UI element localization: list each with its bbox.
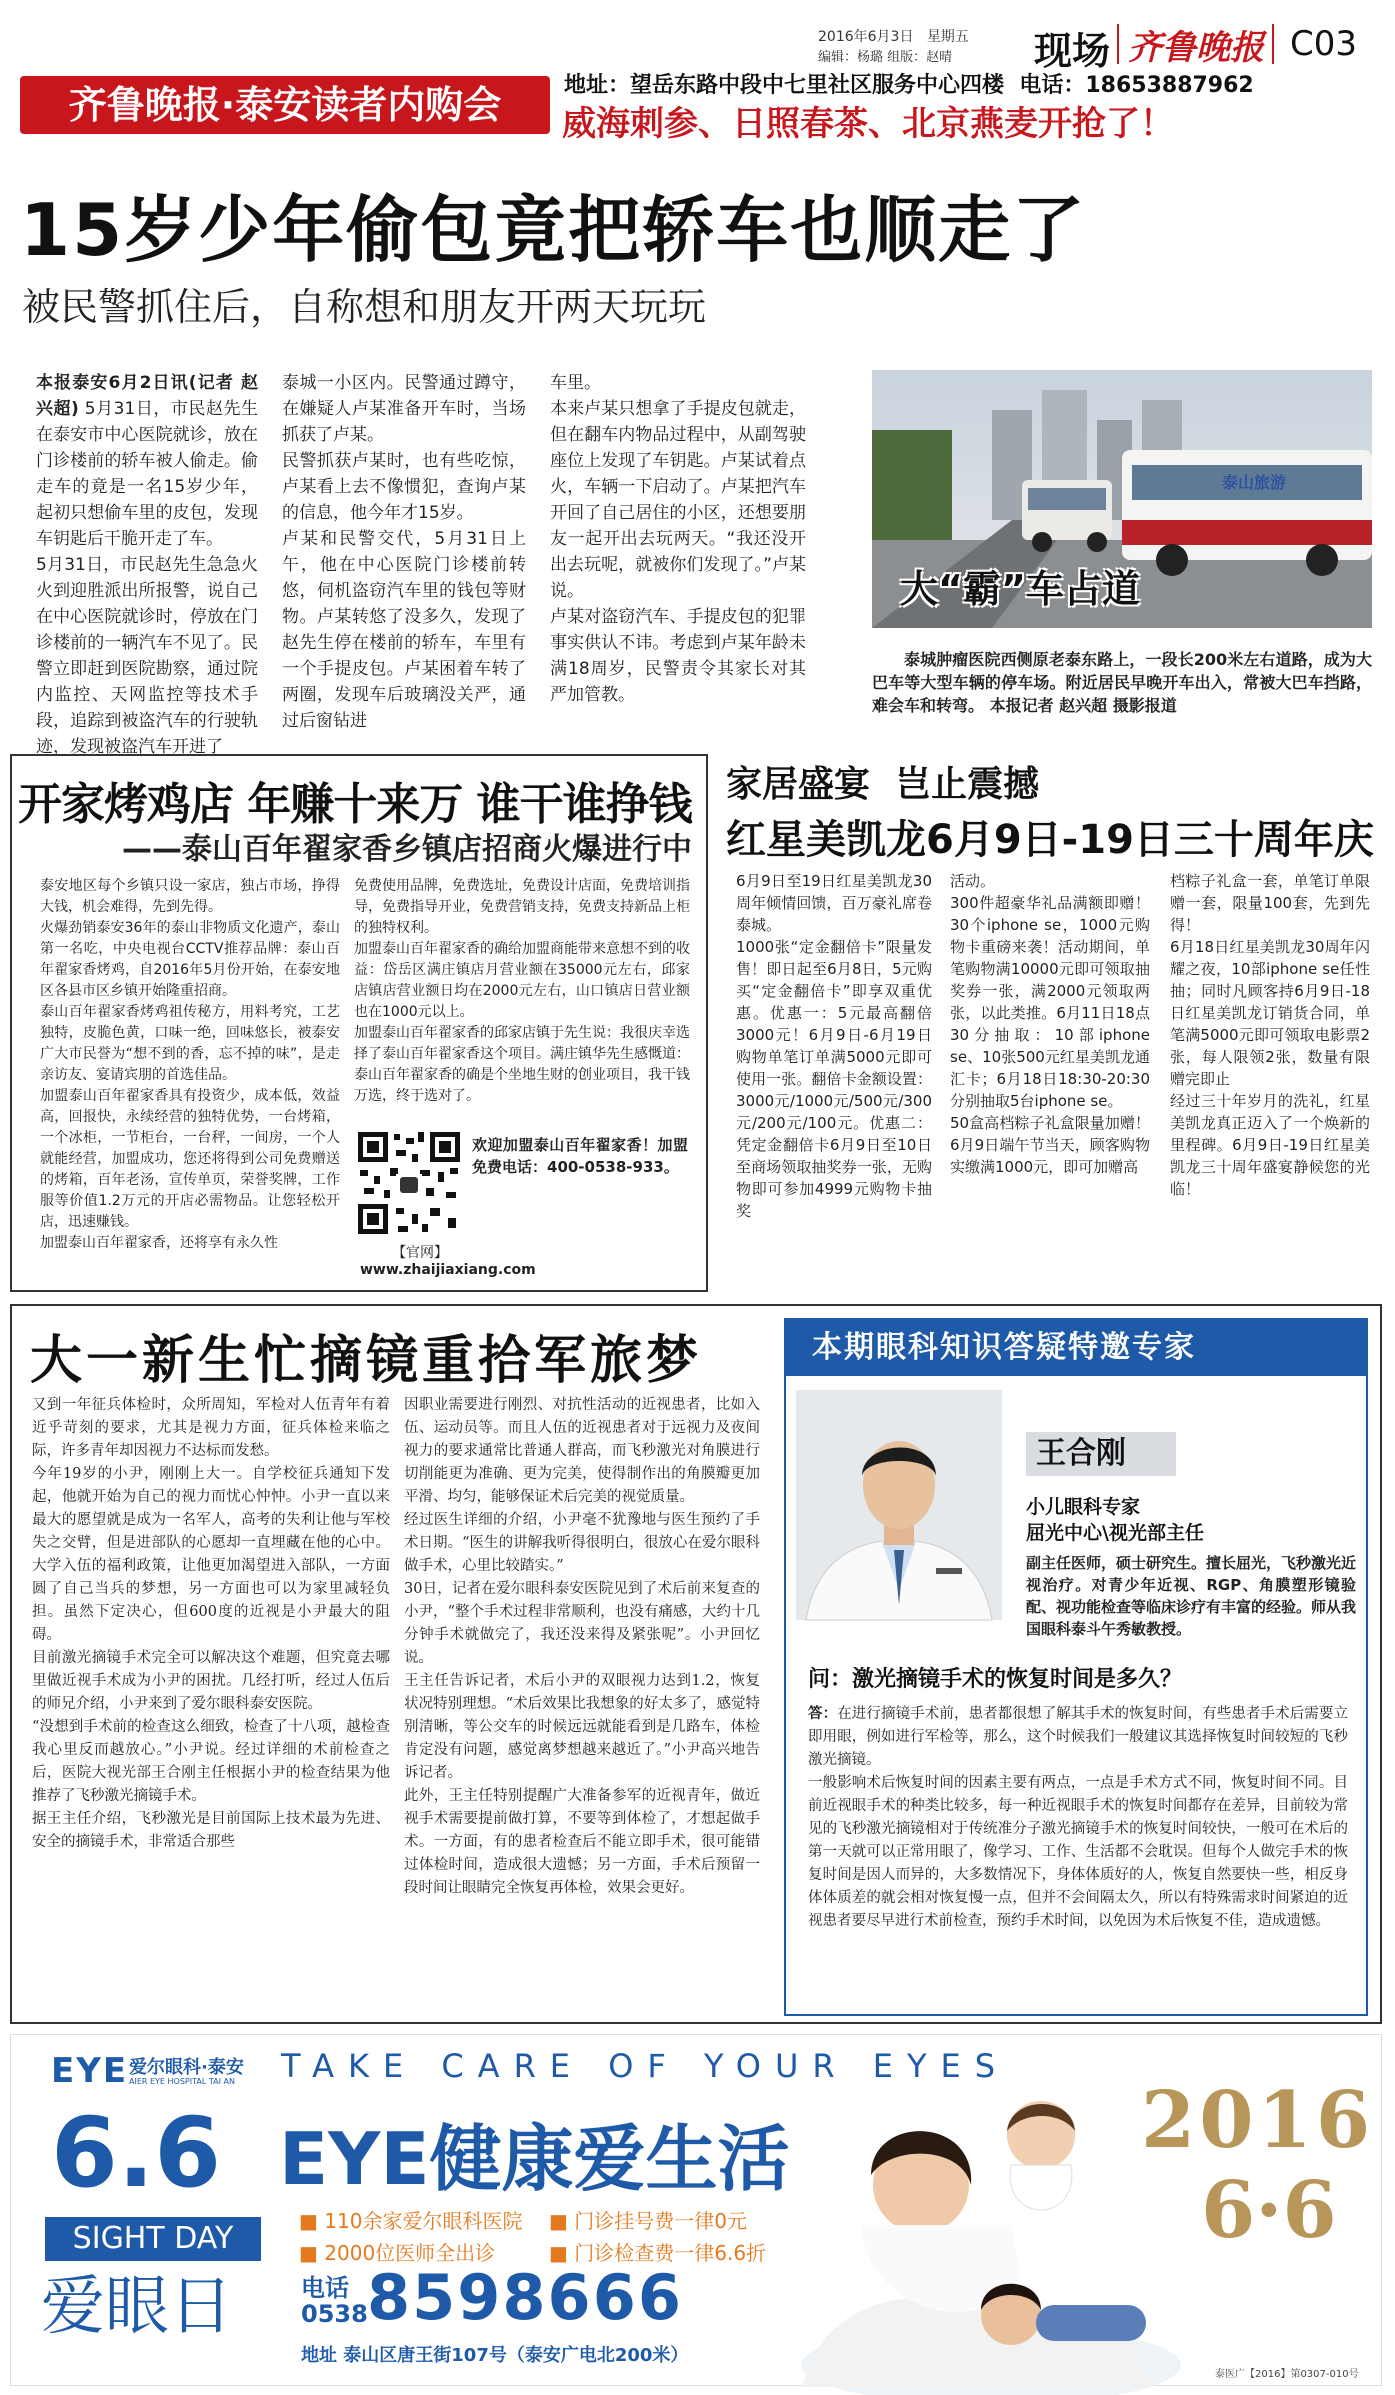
- eye-license: 泰医广【2016】第0307-010号: [1215, 2369, 1359, 2380]
- eye-logo-en: AIER EYE HOSPITAL TAI AN: [129, 2077, 235, 2086]
- ad-home-title-2: 红星美凯龙6月9日-19日三十周年庆: [726, 817, 1374, 863]
- story2-column-1: 又到一年征兵体检时，众所周知，军检对人伍青年有着近乎苛刻的要求，尤其是视力方面，征兵体检来临之际，许多青年却因视力不达标而发愁。 今年19岁的小尹，刚刚上大一。自学校征兵通知下发起，他就开始为自己的视力而忧心忡忡。小尹一直以来最大的愿望就是成为一名军人，高考的失利让他与军校失之交臂，但是进部队的心愿却一直埋藏在他的心中。大学入伍的福利政策，让他更加渴望进入部队，一方面圆了自己当兵的梦想，另一方面也可以为家里减轻负担。虽然下定决心，但600度的近视是小尹最大的阻碍。 目前激光摘镜手术完全可以解决这个难题，但究竟去哪里做近视手术成为小尹的困扰。几经打听，经过人伍后的师兄介绍，小尹来到了爱尔眼科泰安医院。 “没想到手术前的检查这么细致，检查了十八项，越检查我心里反而越放心。”小尹说。经过详细的术前检查之后，医院大视光部王合刚主任根据小尹的检查结果为他推荐了飞秒激光摘镜手术。 据王主任介绍，飞秒激光是目前国际上技术最为先进、安全的摘镜手术，非常适合那些: [32, 1397, 390, 1850]
- expert-name: 王合刚: [1036, 1436, 1126, 1471]
- news-photo-bus: [872, 370, 1372, 628]
- eye-bullet-4: ■ 门诊检查费一律6.6折: [549, 2241, 767, 2265]
- eye-bullet-3: ■ 2000位医师全出诊: [299, 2241, 496, 2265]
- promo-slogan: 威海刺参、日照春茶、北京燕麦开抢了！: [562, 104, 1174, 144]
- eye-phone-number[interactable]: 8598666: [367, 2261, 683, 2334]
- eye-date-2: 6·6: [1201, 2165, 1337, 2256]
- photo-caption: 泰城肿瘤医院西侧原老泰东路上，一段长200米左右道路，成为大巴车等大型车辆的停车场。附近居民早晚开车出入，常被大巴车挡路，难会车和转弯。 本报记者 赵兴超 摄影报道: [872, 650, 1372, 715]
- expert-box: [784, 1318, 1368, 2016]
- expert-bio: 副主任医师，硕士研究生。擅长屈光，飞秒激光近视治疗。对青少年近视、RGP、角膜塑形镜验配、视功能检查等临床诊疗有丰富的经验。师从我国眼科泰斗午秀敏教授。: [1026, 1554, 1357, 1638]
- ad-roast-column-1: 泰安地区每个乡镇只设一家店，独占市场，挣得大钱，机会难得，先到先得。 火爆劲销泰安36年的泰山非物质文化遗产，泰山第一名吃，中央电视台CCTV推荐品牌：泰山百年翟家香烤鸡，自2016年5月份开始，在泰安地区各县市区乡镇开始隆重招商。 泰山百年翟家香烤鸡祖传秘方，用料考究，工艺独特，皮脆色黄，口味一绝，回味悠长，被泰安广大市民誉为“想不到的香，忘不掉的味”，是走亲访友、宴请宾朋的首选佳品。 加盟泰山百年翟家香具有投资少，成本低，效益高，回报快，永续经营的独特优势，一台烤箱，一个冰柜，一节柜台，一台秤，一间房，一个人就能经营，加盟成功，您还将得到公司免费赠送的烤箱，百年老汤，宣传单页，荣誉奖牌，工作服等价值1.2万元的开店必需物品。让您轻松开店，迅速赚钱。 加盟泰山百年翟家香，还将享有永久性: [40, 878, 340, 1251]
- answer-text: 在进行摘镜手术前，患者都很想了解其手术的恢复时间，有些患者手术后需要立即用眼，例如进行军检等，那么，这个时候我们一般建议其选择恢复时间较短的飞秒激光摘镜。 一般影响术后恢复时间的因素主要有两点，一点是手术方式不同，恢复时间不同。目前近视眼手术的种类比较多，每一种近视眼手术的恢复时间都存在差异，目前较为常见的飞秒激光摘镜相对于传统准分子激光摘镜手术的恢复时间较快，一般可在术后的第一天就可以正常用眼了，像学习、工作、生活都不会耽误。但每个人做完手术的恢复时间是因人而异的，大多数情况下，身体体质好的人，恢复自然要快一些，相反身体体质差的就会相对恢复慢一点，但并不会间隔太久，所以有特殊需求时间紧迫的近视患者要尽早进行术前检查，预约手术时间，以免因为术后恢复不佳，造成遗憾。: [808, 1706, 1349, 1929]
- ad-roast-column-2: 免费使用品牌，免费选址，免费设计店面，免费培训指导，免费指导开业，免费营销支持，免费支持新品上柜的独特权利。 加盟泰山百年翟家香的确给加盟商能带来意想不到的收益：岱岳区满庄镇店月营业额在35000元左右，邱家店镇店营业额日均在2000元左右，山口镇店日营业额也在1000元以上。 加盟泰山百年翟家香的邱家店镇于先生说：我很庆幸选择了泰山百年翟家香这个项目。满庄镇华先生感慨道：泰山百年翟家香的确是个坐地生财的创业项目，我干钱万选，终于选对了。: [354, 878, 690, 1104]
- expert-answer: [808, 1702, 1348, 2002]
- qr-code[interactable]: [354, 1128, 464, 1238]
- qr-code-icon: [354, 1128, 464, 1238]
- ad-roast-subtitle: ——泰山百年翟家香乡镇店招商火爆进行中: [122, 832, 692, 867]
- ad-home-title-1: 家居盛宴 岂止震撼: [726, 764, 1040, 805]
- photo-caption-big: 大“霸”车占道: [900, 567, 1140, 611]
- eye-year: 2016: [1141, 2075, 1375, 2166]
- eye-tagline: TAKE CARE OF YOUR EYES: [281, 2047, 1010, 2085]
- expert-portrait: [796, 1390, 1002, 1620]
- ad-home-column-2: 活动。 300件超豪华礼品满额即赠！30个iphone se，1000元购物卡重磅来袭！活动期间，单笔购物满10000元即可领取抽奖券一张，满2000元领取两张，以此类推。6月11日18点30分抽取：10部iphone se、10张500元红星美凯龙通汇卡；6月18日18:30-20:30分别抽取5台iphone se。 50盒高档粽子礼盒限量加赠！6月9日端午节当天，顾客购物实缴满1000元，即可加赠高: [950, 872, 1150, 1176]
- bus-sign-text: 泰山旅游: [1222, 473, 1287, 492]
- family-photo: [791, 2075, 1171, 2387]
- story1-body-1: 5月31日，市民赵先生在泰安市中心医院就诊，放在门诊楼前的轿车被人偷走。偷走车的竟是一名15岁少年，起初只想偷车里的皮包，发现车钥匙后干脆开走了车。 5月31日，市民赵先生急急火火到迎胜派出所报警，说自己在中心医院就诊时，停放在门诊楼前的一辆汽车不见了。民警立即赶到医院勘察，通过院内监控、天网监控等技术手段，追踪到被盗汽车的行驶轨迹，发现被盗汽车开进了: [36, 399, 258, 757]
- eye-address: 地址 泰山区唐王街107号（泰安广电北200米）: [301, 2345, 689, 2366]
- eye-bullet-row-1: [299, 2205, 769, 2237]
- header-divider-2: [1272, 24, 1274, 64]
- eye-logo-cn: 爱尔眼科·泰安: [129, 2057, 244, 2078]
- story1-column-3: 车里。 本来卢某只想拿了手提皮包就走，但在翻车内物品过程中，从副驾驶座位上发现了车钥匙。卢某试着点火，车辆一下启动了。卢某把汽车开回了自己居住的小区，还想要朋友一起开出去玩两天。“我还没开出去玩呢，就被你们发现了。”卢某说。 卢某对盗窃汽车、手提皮包的犯罪事实供认不讳。考虑到卢某年龄未满18周岁，民警责令其家长对其严加管教。: [550, 373, 806, 705]
- page-number: C03: [1290, 24, 1358, 64]
- editor-credits: 编辑：杨璐 组版：赵晴: [818, 50, 953, 65]
- expert-question: 问：激光摘镜手术的恢复时间是多久？: [808, 1667, 1183, 1692]
- story2-column-2: 因职业需要进行刚烈、对抗性活动的近视患者，比如入伍、运动员等。而且人伍的近视患者对于远视力及夜间视力的要求通常比普通人群高，而飞秒激光对角膜进行切削能更为准确、更为完美，使得制作出的角膜瓣更加平滑、均匀，能够保证术后完美的视觉质量。 经过医生详细的介绍，小尹毫不犹豫地与医生预约了手术日期。“医生的讲解我听得很明白，很放心在爱尔眼科做手术，心里比较踏实。” 30日，记者在爱尔眼科泰安医院见到了术后前来复查的小尹，“整个手术过程非常顺利，也没有痛感，大约十几分钟手术就做完了，我还没来得及紧张呢”。小尹回忆说。 王主任告诉记者，术后小尹的双眼视力达到1.2，恢复状况特别理想。“术后效果比我想象的好太多了，感觉特别清晰，等公交车的时候远远就能看到是几路车，体检肯定没有问题，感觉离梦想越来越近了。”小尹高兴地告诉记者。 此外，王主任特别提醒广大准备参军的近视青年，做近视手术需要提前做打算，不要等到体检了，才想起做手术。一方面，有的患者检查后不能立即手术，很可能错过体检时间，造成很大遗憾；另一方面，手术后预留一段时间让眼睛完全恢复再体检，效果会更好。: [404, 1397, 760, 1896]
- ad-roast-website[interactable]: www.zhaijiaxiang.com: [360, 1262, 536, 1278]
- ad-home-column-3: 档粽子礼盒一套，单笔订单限赠一套，限量100套，先到先得！ 6月18日红星美凯龙30周年闪耀之夜，10部iphone se任性抽；同时凡顾客持6月9日-18日红星美凯龙订销货合同，单笔满5000元即可领取电影票2张，每人限领2张，数量有限赠完即止 经过三十年岁月的洗礼，红星美凯龙真正迈入了一个焕新的里程碑。6月9日-19日红星美凯龙三十周年盛宴静候您的光临！: [1170, 872, 1370, 1198]
- sight-day-badge: SIGHT DAY: [45, 2217, 261, 2261]
- ad-roast-contact: 欢迎加盟泰山百年翟家香！加盟免费电话：400-0538-933。: [472, 1136, 688, 1176]
- eye-bullets: [299, 2205, 769, 2269]
- eye-slogan: EYE健康爱生活: [279, 2117, 790, 2201]
- ad-roast-qr-label: 【官网】: [392, 1245, 448, 1261]
- story1-lead: 本报泰安6月2日讯(记者 赵兴超): [36, 373, 258, 419]
- ad-roast-title: 开家烤鸡店 年赚十来万 谁干谁挣钱: [18, 779, 692, 830]
- expert-name-plate: [1026, 1432, 1176, 1476]
- promo-address: 地址：望岳东路中段中七里社区服务中心四楼 电话：18653887962: [564, 73, 1254, 98]
- issue-date: 2016年6月3日 星期五: [818, 29, 969, 45]
- eye-bullet-1: ■ 110余家爱尔眼科医院: [299, 2209, 523, 2233]
- expert-title-1: 小儿眼科专家: [1026, 1496, 1141, 1518]
- eye-phone-label: 电话 0538: [301, 2274, 368, 2328]
- promo-brand: 齐鲁晚报·泰安读者内购会: [68, 83, 502, 127]
- eye-logo: EYE: [51, 2051, 129, 2091]
- love-eye-day: 爱眼日: [41, 2270, 233, 2344]
- promo-banner: [20, 76, 550, 134]
- story1-column-2: 泰城一小区内。民警通过蹲守，在嫌疑人卢某准备开车时，当场抓获了卢某。 民警抓获卢某时，也有些吃惊，卢某看上去不像惯犯，查询卢某的信息，他今年才15岁。 卢某和民警交代，5月31日上午，他在中心医院门诊楼前转悠，伺机盗窃汽车里的钱包等财物。卢某转悠了没多久，发现了赵先生停在楼前的轿车，车里有一个手提皮包。卢某困着车转了两圈，发现车后玻璃没关严，通过后窗钻进: [282, 373, 526, 731]
- eye-bullet-2: ■ 门诊挂号费一律0元: [549, 2209, 747, 2233]
- story1-column-1: [36, 370, 258, 757]
- paper-logo: 齐鲁晚报: [1128, 28, 1264, 68]
- family-illustration: [791, 2075, 1171, 2387]
- doctor-portrait-icon: [796, 1390, 1002, 1620]
- ad-home-column-1: 6月9日至19日红星美凯龙30周年倾情回馈，百万豪礼席卷泰城。 1000张“定金翻倍卡”限量发售！即日起至6月8日，5元购买“定金翻倍卡”即享双重优惠。优惠一：5元最高翻倍3000元！6月9日-6月19日购物单笔订单满5000元即可使用一张。翻倍卡金额设置：3000元/1000元/500元/300元/200元/100元。优惠二：凭定金翻倍卡6月9日至10日至商场领取抽奖券一张，无购物即可参加4999元购物卡抽奖: [736, 872, 932, 1220]
- headline-story2: 大一新生忙摘镜重拾军旅梦: [30, 1331, 703, 1391]
- answer-label: 答：: [808, 1705, 838, 1722]
- subhead-story1: 被民警抓住后，自称想和朋友开两天玩玩: [22, 285, 707, 329]
- expert-banner: 本期眼科知识答疑特邀专家: [786, 1320, 1366, 1376]
- ad-eye-hospital: [10, 2034, 1382, 2386]
- section-title: 现场: [1034, 29, 1111, 73]
- headline-story1: 15岁少年偷包竟把轿车也顺走了: [20, 188, 1087, 272]
- header-divider: [1117, 24, 1119, 64]
- expert-title-2: 屈光中心\视光部主任: [1026, 1522, 1204, 1544]
- ad-roast-chicken: [10, 754, 708, 1292]
- eye-big-date: 6.6: [51, 2097, 222, 2209]
